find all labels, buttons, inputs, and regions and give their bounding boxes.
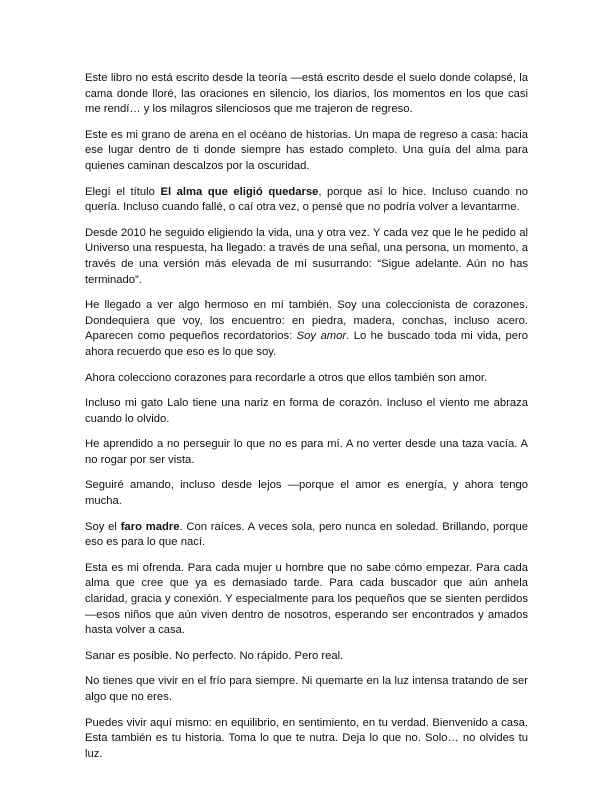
paragraph	[85, 71, 528, 118]
paragraph	[85, 520, 528, 551]
paragraph	[85, 561, 528, 639]
italic-phrase: Soy amor	[296, 330, 347, 343]
paragraph	[85, 437, 528, 468]
text-run: Puedes vivir aquí mismo: en equilibrio, en sentimiento, en tu verdad. Bienvenido a casa. Esta también es tu historia. Toma lo que te nutra. Deja lo que no. Solo… no olvides tu luz.	[85, 716, 528, 760]
text-run: Desde 2010 he seguido eligiendo la vida, una y otra vez. Y cada vez que le he pedido al Universo una respuesta, ha llegado: a través de una señal, una persona, un momento, a través de una versión más elevada de mí susurrando: “Sigue adelante. Aún no has terminado”.	[85, 226, 528, 286]
text-run: He llegado a ver algo hermoso en mí también. Soy una coleccionista de corazones. Dondequiera que voy, los encuentro: en piedra, madera, conchas, incluso acero. Aparecen como pequeños recordatorios:	[85, 299, 528, 343]
text-run: . Lo he buscado toda mi vida, pero ahora recuerdo que eso es lo que soy.	[85, 330, 528, 358]
paragraph	[85, 298, 528, 360]
paragraph	[85, 371, 528, 387]
text-run: Ahora colecciono corazones para recordarle a otros que ellos también son amor.	[85, 371, 488, 384]
paragraph	[85, 128, 528, 175]
paragraph	[85, 716, 528, 763]
text-run: Este libro no está escrito desde la teoría —está escrito desde el suelo donde colapsé, la cama donde lloré, las oraciones en silencio, los diarios, los momentos en los que casi me rendí… y los milagros silenciosos que me trajeron de regreso.	[85, 72, 528, 116]
text-run: Soy el	[85, 520, 121, 533]
text-run: Seguiré amando, incluso desde lejos —porque el amor es energía, y ahora tengo mucha.	[85, 479, 528, 508]
paragraph	[85, 396, 528, 427]
text-run: , porque así lo hice. Incluso cuando no quería. Incluso cuando fallé, o caí otra vez, o pensé que no podría volver a levantarme.	[85, 185, 528, 214]
text-run: . Con raíces. A veces sola, pero nunca en soledad. Brillando, porque eso es para lo que nací.	[85, 520, 528, 549]
paragraph	[85, 478, 528, 509]
paragraph	[85, 674, 528, 705]
bold-phrase: faro madre	[120, 520, 180, 533]
paragraph	[85, 226, 528, 288]
text-run: Incluso mi gato Lalo tiene una nariz en forma de corazón. Incluso el viento me abraza cuando lo olvido.	[85, 397, 528, 425]
paragraph	[85, 649, 528, 665]
text-run: He aprendido a no perseguir lo que no es para mí. A no verter desde una taza vacía. A no rogar por ser vista.	[85, 438, 528, 466]
text-run: No tienes que vivir en el frío para siempre. Ni quemarte en la luz intensa tratando de ser algo que no eres.	[85, 675, 528, 703]
paragraph	[85, 185, 528, 216]
text-run: Sanar es posible. No perfecto. No rápido. Pero real.	[85, 649, 344, 662]
text-run: Elegí el título	[85, 185, 161, 198]
text-run: Esta es mi ofrenda. Para cada mujer u hombre que no sabe cómo empezar. Para cada alma que cree que ya es demasiado tarde. Para cada buscador que aún anhela claridad, gracia y conexión. Y especialmente para los pequeños que se sienten perdidos —esos niños que aún viven dentro de nosotros, esperando ser encontrados y amados hasta volver a casa.	[85, 561, 528, 637]
text-run: Este es mi grano de arena en el océano de historias. Un mapa de regreso a casa: hacia ese lugar dentro de ti donde siempre has estado completo. Una guía del alma para quienes caminan descalzos por la oscuridad.	[85, 128, 528, 172]
document-body	[85, 71, 528, 762]
bold-phrase: El alma que eligió quedarse	[160, 185, 319, 198]
